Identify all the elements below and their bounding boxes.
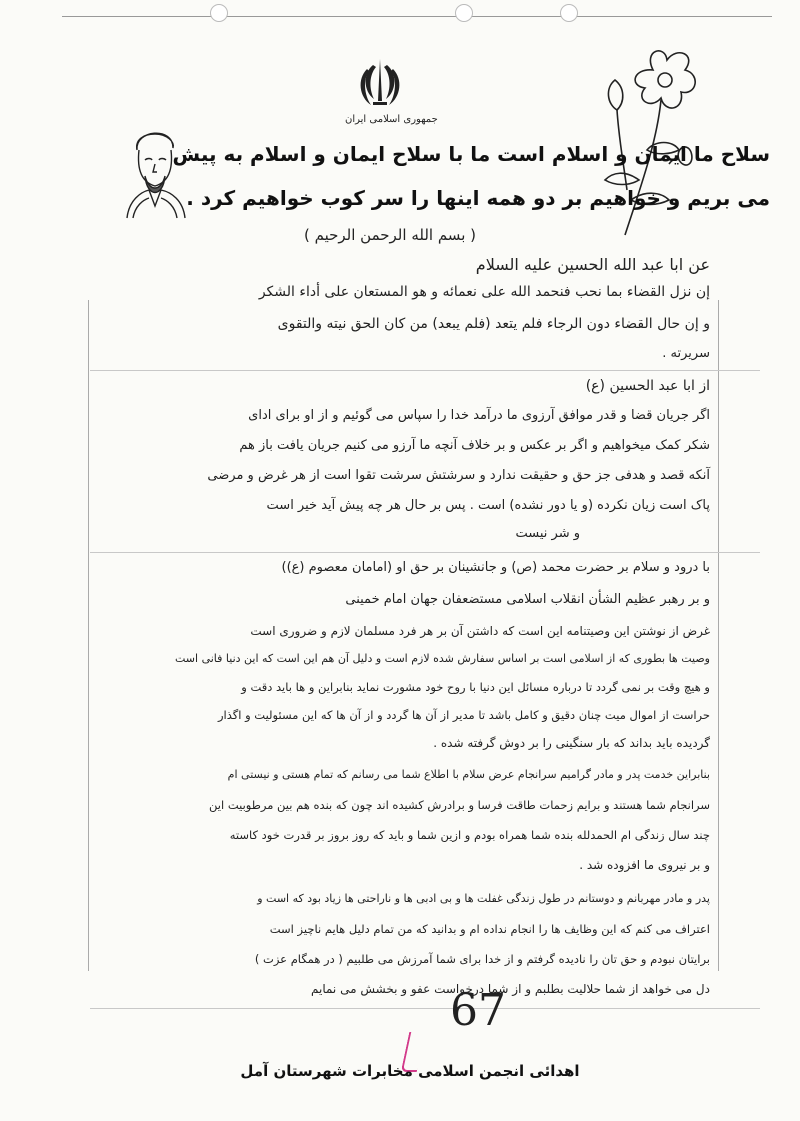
flower-drawing-icon [595,40,705,240]
paragraph-1-line-3: و هیچ وقت بر نمی گردد تا درباره مسائل این دنیا با روح خود مشورت نماید بنابراین و ها باید دقت و [241,680,710,694]
paragraph-2-line-3: چند سال زندگی ام الحمدلله بنده شما همراه بودم و ازین شما و باید که روز بروز بر قدرت خود کاسته [229,828,710,842]
translation-line-3: آنکه قصد و هدفی جز حق و حقیقت ندارد و سرشتش سرشت تقوا است از هر غرض و مرضی [207,468,710,483]
portrait-drawing-icon [115,120,195,220]
punch-hole [455,4,473,22]
page-number: 67 [450,985,506,1036]
paragraph-2-line-2: سرانجام شما هستند و برایم زحمات طاقت فرسا و برادرش کشیده اند چون که بنده هم بین مرطوبیت این [209,798,710,812]
punch-hole [210,4,228,22]
iran-emblem-icon [355,55,405,111]
ruled-line [90,370,760,371]
paragraph-1-line-1: غرض از نوشتن این وصیتنامه این است که داشتن آن بر هر فرد مسلمان لازم و ضروری است [250,624,710,638]
hadith-line-2: و إن حال القضاء دون الرجاء فلم يتعد (فلم يبعد) من كان الحق نيته والتقوى [277,316,710,332]
translation-source: از ابا عبد الحسین (ع) [585,378,710,394]
emblem-caption: جمهوری اسلامی ایران [345,114,438,125]
paragraph-3-line-2: اعتراف می کنم که این وظایف ها را انجام نداده ام و بدانید که من تمام دلیل هایم ناچیز است [269,922,710,936]
paragraph-3-line-1: پدر و مادر مهربانم و دوستانم در طول زندگی غفلت ها و بی ادبی ها و ناراحتی ها زیاد بود که است و [257,892,710,905]
ruled-line [90,1008,760,1009]
basmala: ( بسم الله الرحمن الرحيم ) [303,226,476,244]
salutation-line-1: با درود و سلام بر حضرت محمد (ص) و جانشینان بر حق او (امامان معصوم (ع)) [281,560,710,575]
slogan-line-2: می بریم و خواهیم بر دو همه اینها را سر کوب خواهیم کرد . [186,186,770,210]
ruled-line [90,552,760,553]
margin-line-right [718,300,719,971]
paragraph-3-line-3: برایتان نبودم و حق تان را نادیده گرفتم و از خدا برای شما آمرزش می طلبیم ( در همگام عزت ) [254,952,710,966]
paragraph-1-line-2: وصیت ها بطوری که از اسلامی است بر اساس سفارش شده لازم است و دلیل آن هم این است که این دنیا فانی است [175,652,710,665]
top-rule [62,16,772,17]
paragraph-1-line-5: گردیده باید بداند که بار سنگینی را بر دوش گرفته شده . [433,736,710,750]
translation-line-2: شکر کمک میخواهیم و اگر بر عکس و بر خلاف آنچه ما آرزو می کنیم جریان یافت باز هم [239,438,710,453]
hadith-source: عن ابا عبد الله الحسين عليه السلام [475,255,710,274]
slogan-line-1: سلاح ما ایمان و اسلام است ما با سلاح ایمان و اسلام به پیش [172,142,770,166]
translation-line-4: پاک است زیان نکرده (و یا دور نشده) است . پس بر حال هر چه پیش آید خیر است [266,498,710,513]
translation-line-5: و شر نیست [515,526,580,541]
salutation-line-2: و بر رهبر عظیم الشأن انقلاب اسلامی مستضعفان جهان امام خمینی [345,592,710,607]
hadith-line-1: إن نزل القضاء بما نحب فنحمد الله على نعمائه و هو المستعان على أداء الشكر [258,284,710,300]
hadith-line-3: سريرته . [662,346,710,361]
paragraph-2-line-4: و بر نیروی ما افزوده شد . [579,858,710,872]
paragraph-2-line-1: بنابراین خدمت پدر و مادر گرامیم سرانجام عرض سلام با اطلاع شما می رسانم که تمام هستی و نیستی ام [227,768,710,781]
footer-organization: اهدائی انجمن اسلامی مخابرات شهرستان آمل [240,1062,580,1080]
paragraph-3-line-4: دل می خواهد از شما حلالیت بطلبم و از شما درخواست عفو و بخشش می نمایم [311,982,710,996]
punch-hole [560,4,578,22]
translation-line-1: اگر جریان قضا و قدر موافق آرزوی ما درآمد خدا را سپاس می گوئیم و از او برای ادای [248,408,710,423]
paragraph-1-line-4: حراست از اموال میت چنان دقیق و کامل باشد تا مدیر از آن ها گردد و از آن ها که این مسئولیت و اگذار [217,708,710,722]
